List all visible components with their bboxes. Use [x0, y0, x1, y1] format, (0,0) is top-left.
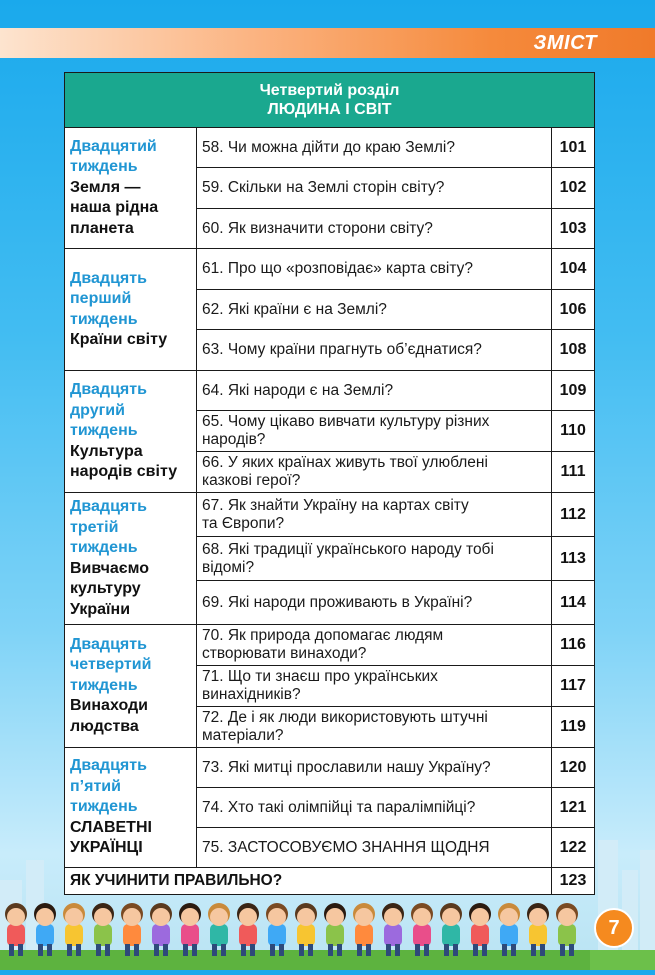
section-header: [65, 73, 595, 128]
week-label: другий: [70, 401, 125, 419]
week-theme: народів світу: [70, 463, 178, 481]
lesson-page-number: 111: [552, 452, 595, 493]
week-cell: [65, 249, 197, 371]
lesson-page-number: 116: [552, 625, 595, 666]
section-subtitle: Четвертий розділ: [259, 82, 400, 99]
lesson-title-line: 62. Які країни є на Землі?: [202, 300, 387, 318]
lesson-title-line: 64. Які народи є на Землі?: [202, 381, 394, 399]
lesson-row: [65, 128, 595, 168]
lesson-page-number: 110: [552, 411, 595, 452]
lesson-title: [197, 788, 552, 828]
lesson-title: [197, 493, 552, 537]
lesson-title-line: 59. Скільки на Землі сторін світу?: [202, 179, 445, 196]
lesson-title: [197, 707, 552, 748]
lesson-title: [197, 168, 552, 209]
lesson-title-line: винахідників?: [202, 686, 301, 703]
lesson-row: [65, 625, 595, 666]
lesson-title-line: 73. Які митці прославили нашу Україну?: [202, 758, 491, 776]
lesson-page-number: 103: [552, 209, 595, 249]
lesson-title: [197, 828, 552, 868]
lesson-title-line: 65. Чому цікаво вивчати культуру різних: [202, 413, 490, 430]
week-theme: культуру: [70, 580, 141, 597]
lesson-title-line: 61. Про що «розповідає» карта світу?: [202, 260, 473, 277]
lesson-title-line: казкові герої?: [202, 472, 301, 489]
week-label: третій: [70, 518, 119, 536]
lesson-title: [197, 666, 552, 707]
week-label: Двадцять: [70, 498, 147, 515]
lesson-title: [197, 209, 552, 249]
final-page-number: 123: [552, 868, 595, 895]
lesson-title: [197, 748, 552, 788]
lesson-title: [197, 128, 552, 168]
week-label: Двадцять: [70, 269, 147, 287]
lesson-title-line: 67. Як знайти Україну на картах світу: [202, 496, 469, 514]
week-theme: СЛАВЕТНІ: [70, 818, 152, 836]
lesson-page-number: 106: [552, 290, 595, 330]
week-cell: [65, 748, 197, 868]
lesson-title: [197, 411, 552, 452]
week-theme: України: [70, 600, 131, 618]
lesson-page-number: 112: [552, 493, 595, 537]
lesson-title: [197, 625, 552, 666]
final-title: ЯК УЧИНИТИ ПРАВИЛЬНО?: [65, 868, 552, 895]
week-cell: [65, 493, 197, 625]
lesson-title-line: 70. Як природа допомагає людям: [202, 627, 444, 644]
week-theme: Культура: [70, 442, 143, 460]
lesson-page-number: 101: [552, 128, 595, 168]
lesson-title: [197, 371, 552, 411]
lesson-title: [197, 581, 552, 625]
lesson-page-number: 122: [552, 828, 595, 868]
lesson-title-line: 60. Як визначити сторони світу?: [202, 219, 433, 237]
lesson-page-number: 109: [552, 371, 595, 411]
week-cell: [65, 625, 197, 748]
week-label: Двадцять: [70, 635, 147, 653]
lesson-row: [65, 748, 595, 788]
lesson-row: [65, 493, 595, 537]
week-theme: Країни світу: [70, 331, 168, 348]
lesson-title-line: 71. Що ти знаєш про українських: [202, 668, 438, 685]
week-theme: Земля —: [70, 178, 141, 196]
header-band: [0, 28, 655, 58]
week-label: перший: [70, 290, 132, 307]
lesson-page-number: 120: [552, 748, 595, 788]
lesson-title-line: відомі?: [202, 558, 255, 576]
week-theme: наша рідна: [70, 199, 159, 217]
lesson-title-line: 72. Де і як люди використовують штучні: [202, 709, 488, 726]
week-label: четвертий: [70, 656, 152, 674]
week-theme: людства: [70, 717, 139, 735]
week-label: тиждень: [70, 798, 138, 816]
week-theme: Винаходи: [70, 697, 149, 715]
lesson-title: [197, 537, 552, 581]
week-label: тиждень: [70, 676, 138, 694]
week-theme: планета: [70, 219, 134, 237]
lesson-title: [197, 330, 552, 371]
week-theme: Вивчаємо: [70, 559, 150, 577]
lesson-page-number: 117: [552, 666, 595, 707]
lesson-row: [65, 371, 595, 411]
table-of-contents: [64, 72, 595, 895]
lesson-title-line: та Європи?: [202, 514, 285, 532]
week-theme: УКРАЇНЦІ: [70, 839, 143, 857]
lesson-page-number: 121: [552, 788, 595, 828]
lesson-title-line: 68. Які традиції українського народу тобі: [202, 540, 494, 558]
lesson-title-line: 58. Чи можна дійти до краю Землі?: [202, 138, 455, 156]
lesson-row: [65, 249, 595, 290]
week-label: Двадцять: [70, 757, 147, 775]
lesson-title-line: 69. Які народи проживають в Україні?: [202, 593, 473, 611]
lesson-page-number: 114: [552, 581, 595, 625]
lesson-title-line: 66. У яких країнах живуть твої улюблені: [202, 454, 488, 471]
lesson-title: [197, 452, 552, 493]
week-label: тиждень: [70, 422, 138, 440]
lesson-page-number: 108: [552, 330, 595, 371]
lesson-title-line: матеріали?: [202, 727, 284, 744]
week-label: тиждень: [70, 158, 138, 176]
section-title: ЛЮДИНА І СВІТ: [267, 101, 392, 118]
week-cell: [65, 371, 197, 493]
week-label: тиждень: [70, 539, 138, 556]
children-illustration: [0, 888, 590, 970]
week-label: п’ятий: [70, 777, 121, 795]
lesson-page-number: 102: [552, 168, 595, 209]
lesson-title: [197, 249, 552, 290]
lesson-title-line: 75. ЗАСТОСОВУЄМО ЗНАННЯ ЩОДНЯ: [202, 838, 490, 856]
lesson-title-line: 74. Хто такі олімпійці та паралімпійці?: [202, 798, 476, 816]
page-number-badge: 7: [594, 908, 634, 948]
header-title: ЗМІСТ: [533, 32, 597, 54]
lesson-title-line: створювати винаходи?: [202, 645, 367, 662]
lesson-title-line: народів?: [202, 431, 266, 448]
week-label: Двадцятий: [70, 137, 157, 155]
lesson-page-number: 113: [552, 537, 595, 581]
week-label: Двадцять: [70, 381, 147, 399]
lesson-title-line: 63. Чому країни прагнуть об’єднатися?: [202, 341, 482, 358]
lesson-page-number: 119: [552, 707, 595, 748]
lesson-title: [197, 290, 552, 330]
lesson-page-number: 104: [552, 249, 595, 290]
week-cell: [65, 128, 197, 249]
week-label: тиждень: [70, 310, 138, 328]
